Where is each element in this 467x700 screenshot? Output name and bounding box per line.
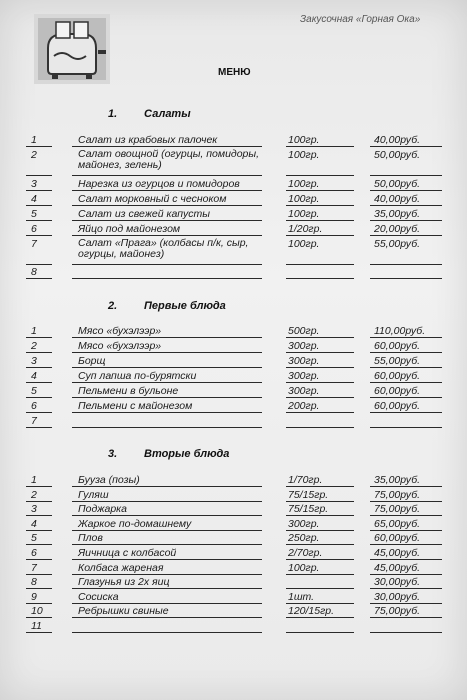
- dish-weight: 100гр.: [288, 149, 320, 161]
- row-underline: [26, 515, 52, 516]
- section-title: Салаты: [144, 108, 191, 120]
- dish-name: Яичница с колбасой: [78, 547, 177, 559]
- row-underline: [370, 264, 442, 265]
- dish-price: 60,00руб.: [374, 340, 421, 352]
- row-underline: [72, 146, 262, 147]
- dish-price: 60,00руб.: [374, 370, 421, 382]
- dish-weight: 1/20гр.: [288, 222, 323, 235]
- row-underline: [370, 588, 442, 589]
- row-underline: [72, 617, 262, 618]
- dish-name: Борщ: [78, 355, 106, 367]
- row-number: 1: [31, 134, 37, 146]
- row-underline: [26, 352, 52, 353]
- menu-row: [26, 149, 446, 177]
- dish-price: 30,00руб.: [374, 590, 421, 603]
- row-underline: [26, 337, 52, 338]
- row-number: 5: [31, 385, 37, 397]
- row-underline: [26, 278, 52, 279]
- row-underline: [72, 530, 262, 531]
- dish-price: 35,00руб.: [374, 207, 421, 220]
- dish-price: 75,00руб.: [374, 503, 421, 516]
- dish-name: Салат из свежей капусты: [78, 207, 210, 220]
- row-underline: [370, 220, 442, 221]
- dish-weight: 500гр.: [288, 325, 320, 337]
- dish-name: Глазунья из 2х яиц: [78, 576, 170, 589]
- row-underline: [26, 412, 52, 413]
- dish-price: 50,00руб.: [374, 177, 421, 190]
- row-underline: [370, 146, 442, 147]
- row-underline: [26, 544, 52, 545]
- dish-price: 60,00руб.: [374, 385, 421, 397]
- dish-price: 45,00руб.: [374, 547, 421, 559]
- dish-name: Салат «Прага» (колбасы п/к, сыр, огурцы, майонез): [78, 236, 249, 260]
- dish-weight: 100гр.: [288, 207, 320, 220]
- dish-price: 110,00руб.: [374, 325, 426, 337]
- row-underline: [72, 382, 262, 383]
- row-underline: [72, 632, 262, 633]
- dish-weight: 300гр.: [288, 370, 320, 382]
- dish-price: 50,00руб.: [374, 149, 421, 161]
- row-underline: [286, 205, 354, 206]
- row-underline: [286, 397, 354, 398]
- dish-price: 20,00руб.: [374, 222, 421, 235]
- header-note: Закусочная «Горная Ока»: [300, 14, 421, 25]
- row-number: 6: [31, 547, 37, 559]
- row-underline: [370, 617, 442, 618]
- row-underline: [72, 412, 262, 413]
- row-number: 4: [31, 370, 37, 382]
- row-underline: [72, 515, 262, 516]
- dish-price: 55,00руб.: [374, 237, 421, 250]
- row-underline: [72, 427, 262, 428]
- dish-weight: 1шт.: [288, 590, 315, 603]
- row-underline: [72, 175, 262, 176]
- row-underline: [286, 367, 354, 368]
- row-number: 8: [31, 266, 37, 278]
- row-underline: [286, 574, 354, 575]
- row-underline: [286, 278, 354, 279]
- dish-weight: 300гр.: [288, 355, 320, 367]
- row-underline: [72, 367, 262, 368]
- row-underline: [286, 544, 354, 545]
- row-underline: [370, 367, 442, 368]
- dish-weight: 100гр.: [288, 561, 320, 574]
- row-number: 2: [31, 149, 37, 161]
- row-underline: [26, 382, 52, 383]
- dish-name: Жаркое по-домашнему: [78, 517, 192, 530]
- row-underline: [26, 530, 52, 531]
- row-underline: [26, 190, 52, 191]
- section-number: 2.: [108, 300, 118, 312]
- row-underline: [370, 382, 442, 383]
- row-underline: [370, 427, 442, 428]
- row-number: 9: [31, 590, 37, 603]
- dish-name: Плов: [78, 532, 103, 545]
- row-underline: [26, 486, 52, 487]
- row-underline: [72, 588, 262, 589]
- dish-weight: 300гр.: [288, 385, 320, 397]
- section-number: 1.: [108, 108, 118, 120]
- row-underline: [26, 235, 52, 236]
- row-underline: [72, 235, 262, 236]
- dish-weight: 300гр.: [288, 340, 320, 352]
- toaster-icon: [34, 14, 110, 84]
- row-number: 6: [31, 222, 37, 235]
- section-heading: [108, 300, 226, 312]
- row-underline: [286, 632, 354, 633]
- row-number: 8: [31, 576, 37, 589]
- dish-name: Мясо «бухэлээр»: [78, 340, 162, 352]
- row-underline: [72, 264, 262, 265]
- row-underline: [26, 397, 52, 398]
- row-underline: [370, 337, 442, 338]
- row-underline: [370, 574, 442, 575]
- dish-name: Салат морковный с чесноком: [78, 192, 227, 205]
- row-underline: [72, 574, 262, 575]
- dish-weight: 1/70гр.: [288, 474, 323, 486]
- row-number: 4: [31, 517, 37, 530]
- dish-weight: 100гр.: [288, 177, 320, 190]
- dish-price: 45,00руб.: [374, 561, 421, 574]
- dish-name: Салат овощной (огурцы, помидоры, майонез, зелень): [78, 148, 260, 171]
- row-underline: [370, 352, 442, 353]
- row-underline: [286, 603, 354, 604]
- row-underline: [26, 175, 52, 176]
- row-underline: [370, 501, 442, 502]
- dish-price: 40,00руб.: [374, 192, 421, 205]
- row-underline: [26, 146, 52, 147]
- row-underline: [286, 190, 354, 191]
- dish-name: Бууза (позы): [78, 474, 140, 486]
- row-underline: [286, 146, 354, 147]
- page-title: МЕНЮ: [218, 67, 251, 78]
- row-underline: [370, 632, 442, 633]
- row-underline: [72, 486, 262, 487]
- row-underline: [370, 530, 442, 531]
- menu-row: [26, 238, 446, 266]
- dish-price: 40,00руб.: [374, 134, 421, 146]
- dish-price: 60,00руб.: [374, 532, 421, 545]
- section-number: 3.: [108, 448, 118, 460]
- dish-price: 75,00руб.: [374, 488, 421, 501]
- dish-name: Ребрышки свиные: [78, 605, 169, 618]
- row-number: 3: [31, 177, 37, 190]
- row-underline: [72, 544, 262, 545]
- dish-weight: 300гр.: [288, 517, 320, 530]
- dish-name: Мясо «бухэлээр»: [78, 325, 162, 337]
- row-underline: [26, 501, 52, 502]
- row-number: 5: [31, 532, 37, 545]
- row-underline: [26, 367, 52, 368]
- row-underline: [286, 235, 354, 236]
- dish-weight: 120/15гр.: [288, 605, 335, 618]
- row-underline: [286, 530, 354, 531]
- dish-weight: 75/15гр.: [288, 503, 329, 516]
- row-underline: [26, 588, 52, 589]
- row-underline: [286, 220, 354, 221]
- dish-weight: 250гр.: [288, 532, 320, 545]
- row-underline: [370, 278, 442, 279]
- row-underline: [370, 559, 442, 560]
- row-underline: [370, 544, 442, 545]
- dish-weight: 200гр.: [288, 400, 320, 412]
- row-number: 7: [31, 415, 37, 427]
- row-number: 1: [31, 325, 37, 337]
- dish-name: Яйцо под майонезом: [78, 222, 181, 235]
- dish-name: Салат из крабовых палочек: [78, 134, 218, 146]
- row-underline: [26, 264, 52, 265]
- row-number: 4: [31, 192, 37, 205]
- row-underline: [370, 486, 442, 487]
- dish-weight: 75/15гр.: [288, 488, 329, 501]
- row-underline: [72, 205, 262, 206]
- row-underline: [370, 235, 442, 236]
- dish-weight: 100гр.: [288, 237, 320, 250]
- row-number: 7: [31, 561, 37, 574]
- dish-weight: 100гр.: [288, 134, 320, 146]
- row-number: 1: [31, 474, 37, 486]
- section-title: Вторые блюда: [144, 448, 230, 460]
- row-underline: [370, 515, 442, 516]
- row-underline: [72, 603, 262, 604]
- row-number: 11: [31, 620, 42, 632]
- row-underline: [286, 617, 354, 618]
- section-title: Первые блюда: [144, 300, 226, 312]
- row-underline: [370, 397, 442, 398]
- row-underline: [286, 486, 354, 487]
- row-underline: [286, 337, 354, 338]
- row-number: 2: [31, 340, 37, 352]
- row-underline: [370, 175, 442, 176]
- row-underline: [286, 352, 354, 353]
- row-underline: [72, 220, 262, 221]
- dish-price: 55,00руб.: [374, 355, 421, 367]
- dish-name: Пельмени с майонезом: [78, 400, 193, 412]
- section-heading: [108, 448, 229, 460]
- row-underline: [286, 515, 354, 516]
- row-underline: [370, 412, 442, 413]
- row-underline: [286, 175, 354, 176]
- dish-price: 30,00руб.: [374, 576, 421, 589]
- row-underline: [72, 352, 262, 353]
- row-underline: [286, 427, 354, 428]
- row-underline: [286, 501, 354, 502]
- dish-price: 65,00руб.: [374, 517, 421, 530]
- section-heading: [108, 108, 191, 120]
- row-underline: [370, 603, 442, 604]
- dish-name: Поджарка: [78, 503, 127, 516]
- row-number: 7: [31, 237, 37, 250]
- dish-price: 35,00руб.: [374, 474, 421, 486]
- row-underline: [286, 264, 354, 265]
- row-underline: [26, 632, 52, 633]
- dish-name: Сосиска: [78, 590, 119, 603]
- row-underline: [26, 205, 52, 206]
- row-underline: [26, 574, 52, 575]
- dish-name: Нарезка из огурцов и помидоров: [78, 177, 240, 190]
- row-underline: [286, 559, 354, 560]
- dish-price: 60,00руб.: [374, 400, 421, 412]
- row-underline: [286, 412, 354, 413]
- row-underline: [286, 588, 354, 589]
- row-underline: [72, 190, 262, 191]
- dish-weight: 2/70гр.: [288, 547, 323, 559]
- row-underline: [72, 559, 262, 560]
- row-number: 5: [31, 207, 37, 220]
- row-underline: [72, 397, 262, 398]
- dish-name: Колбаса жареная: [78, 561, 164, 574]
- row-number: 10: [31, 605, 43, 618]
- row-number: 6: [31, 400, 37, 412]
- row-underline: [26, 220, 52, 221]
- row-number: 2: [31, 488, 37, 501]
- row-underline: [286, 382, 354, 383]
- row-underline: [370, 190, 442, 191]
- row-underline: [26, 427, 52, 428]
- row-number: 3: [31, 503, 37, 516]
- dish-name: Пельмени в бульоне: [78, 385, 179, 397]
- row-underline: [370, 205, 442, 206]
- row-underline: [72, 278, 262, 279]
- row-underline: [26, 559, 52, 560]
- dish-name: Гуляш: [78, 488, 109, 501]
- dish-price: 75,00руб.: [374, 605, 421, 618]
- row-underline: [72, 501, 262, 502]
- row-underline: [26, 603, 52, 604]
- dish-name: Суп лапша по-бурятски: [78, 370, 197, 382]
- dish-weight: 100гр.: [288, 192, 320, 205]
- row-underline: [72, 337, 262, 338]
- row-number: 3: [31, 355, 37, 367]
- row-underline: [26, 617, 52, 618]
